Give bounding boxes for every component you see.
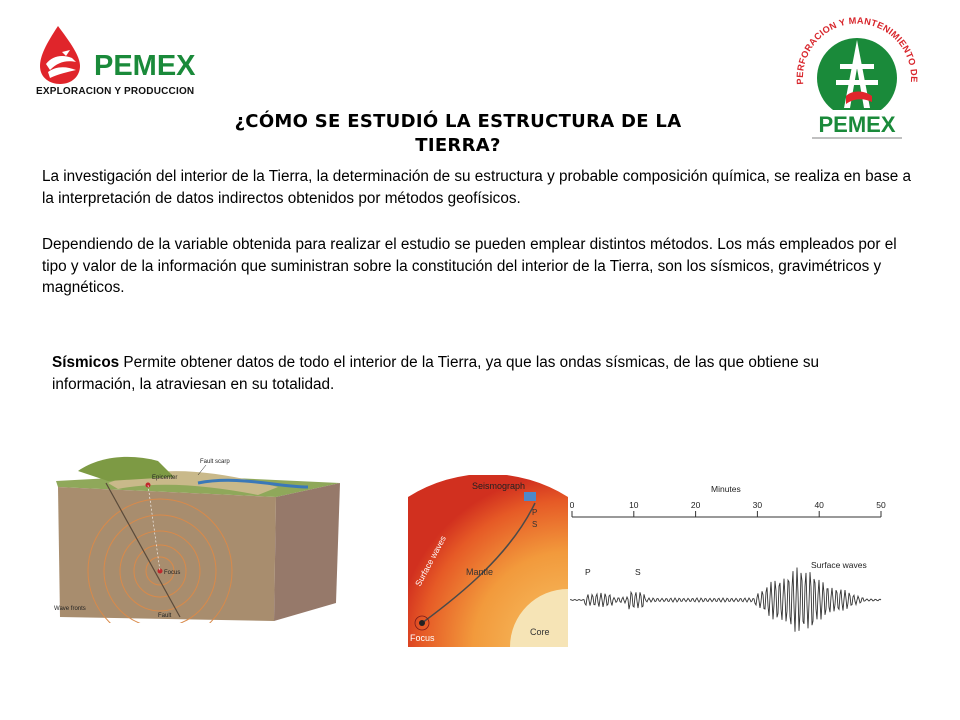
label-core: Core xyxy=(530,627,550,637)
label-surface-waves: Surface waves xyxy=(811,560,867,570)
seismic-paragraph xyxy=(52,352,852,395)
intro-paragraph: La investigación del interior de la Tierra, la determinación de su estructura y probable composición química, se realiza en base a la interpretación de datos indirectos obtenidos por métodos geofísicos. xyxy=(42,168,911,207)
focus-marker xyxy=(419,620,425,626)
label-surface-waves: Surface waves xyxy=(412,534,448,588)
label-s: S xyxy=(532,520,538,529)
fault-block-diagram xyxy=(48,453,340,623)
seismogram-trace xyxy=(570,568,881,632)
seismic-description: Permite obtener datos de todo el interior de la Tierra, ya que las ondas sísmicas, de las que obtiene su información, la atraviesan en su totalidad. xyxy=(52,354,819,393)
label-s-wave: S xyxy=(635,567,641,577)
label-p: P xyxy=(532,508,538,517)
earth-cross-section-diagram xyxy=(400,475,568,647)
title-line-1: ¿CÓMO SE ESTUDIÓ LA ESTRUCTURA DE LA xyxy=(234,111,682,132)
label-wave-fronts: Wave fronts xyxy=(54,606,86,612)
logo-subtitle: EXPLORACION Y PRODUCCION xyxy=(36,86,195,97)
pemex-perforacion-logo xyxy=(792,6,922,141)
logo-arc-text: PERFORACION Y MANTENIMIENTO DE xyxy=(794,15,920,85)
methods-paragraph: Dependiendo de la variable obtenida para realizar el estudio se pueden emplear distintos métodos. Los más empleados por el tipo y valor de la información que suministran sobre la constitución del interior de la Tierra, son los sísmicos, gravimétricos y magnéticos. xyxy=(42,236,897,296)
axis-tick-label: 40 xyxy=(814,500,824,510)
label-seismograph: Seismograph xyxy=(472,481,526,491)
label-p-wave: P xyxy=(585,567,591,577)
seismogram-chart xyxy=(565,480,895,640)
label-focus: Focus xyxy=(164,570,181,576)
axis-tick-label: 20 xyxy=(690,500,701,510)
axis-tick-label: 0 xyxy=(569,500,575,510)
axis-tick-label: 30 xyxy=(752,500,763,510)
label-mantle: Mantle xyxy=(466,567,494,577)
pemex-wordmark: PEMEX xyxy=(94,50,196,82)
page-title xyxy=(208,110,708,158)
label-epicenter: Epicenter xyxy=(152,475,178,481)
title-line-2: TIERRA? xyxy=(415,135,501,156)
axis-title-minutes: Minutes xyxy=(711,484,741,494)
axis-tick-label: 50 xyxy=(876,500,886,510)
label-focus: Focus xyxy=(410,633,435,643)
label-fault-scarp: Fault scarp xyxy=(200,459,230,465)
seismic-term: Sísmicos xyxy=(52,354,120,371)
seismograph-icon xyxy=(524,492,536,501)
logo-brand: PEMEX xyxy=(818,112,896,137)
eagle-drop-icon xyxy=(36,22,211,86)
label-fault: Fault xyxy=(158,613,172,619)
axis-tick-label: 10 xyxy=(629,500,639,510)
pemex-exploracion-logo xyxy=(36,22,211,102)
